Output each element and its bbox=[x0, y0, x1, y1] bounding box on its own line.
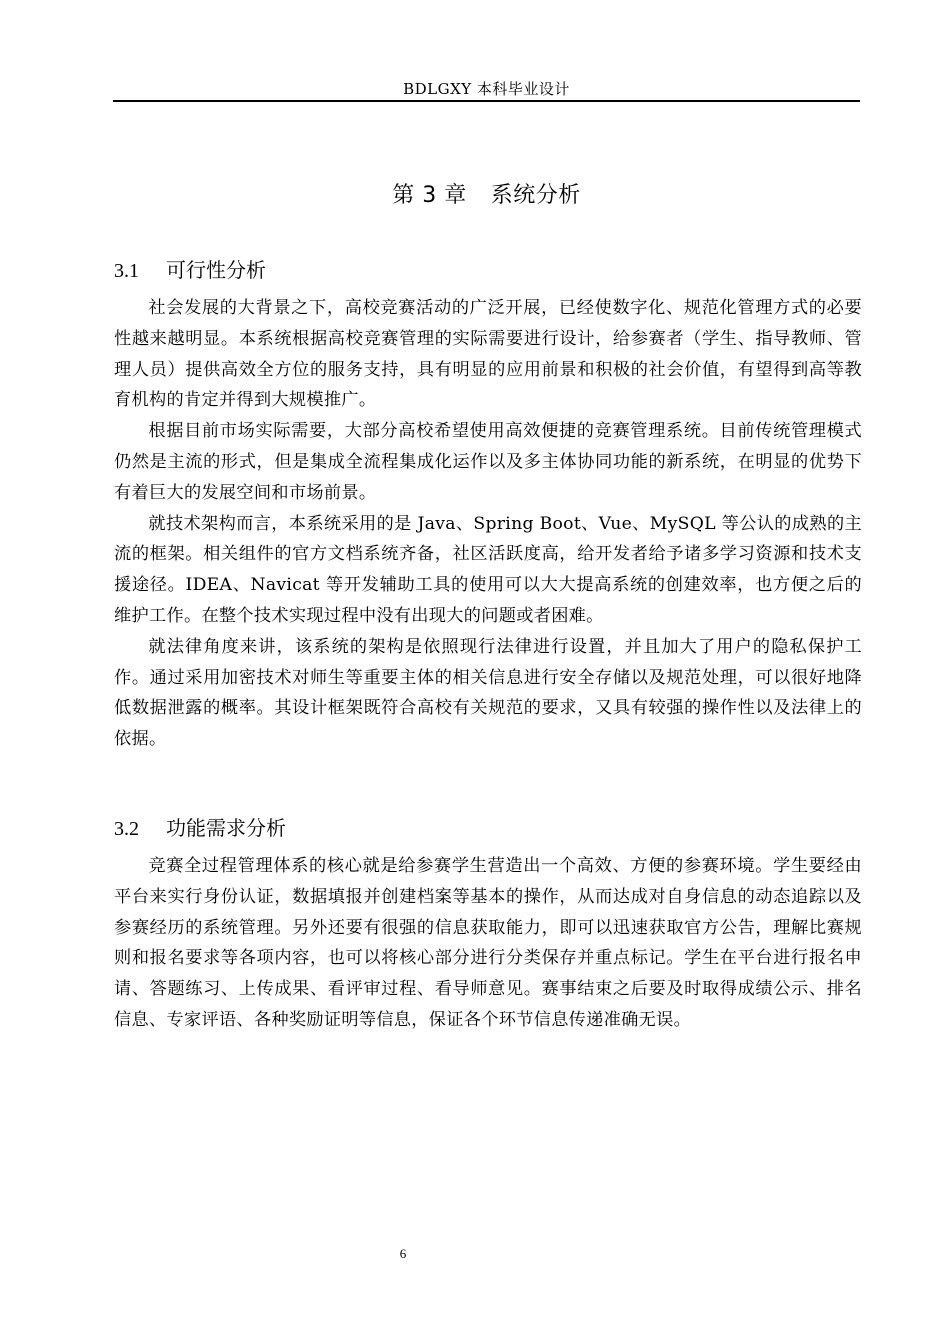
chapter-label: 第 3 章 bbox=[392, 183, 467, 208]
paragraph: 根据目前市场实际需要，大部分高校希望使用高效便捷的竞赛管理系统。目前传统管理模式仍然是主流的形式，但是集成全流程集成化运作以及多主体协同功能的新系统，在明显的优势下有着巨大的发展空间和市场前景。 bbox=[114, 421, 862, 503]
section-number: 3.1 bbox=[114, 260, 139, 282]
chapter-title bbox=[113, 178, 860, 209]
section-heading-3-1 bbox=[114, 254, 266, 283]
section-body-3-2 bbox=[114, 851, 862, 1036]
running-header: BDLGXY 本科毕业设计 bbox=[403, 80, 570, 98]
page-number: 6 bbox=[399, 1246, 407, 1261]
header-rule bbox=[113, 100, 860, 102]
paragraph: 就法律角度来讲，该系统的架构是依照现行法律进行设置，并且加大了用户的隐私保护工作。通过采用加密技术对师生等重要主体的相关信息进行安全存储以及规范处理，可以很好地降低数据泄露的概率。其设计框架既符合高校有关规范的要求，又具有较强的操作性以及法律上的依据。 bbox=[114, 636, 862, 750]
paragraph: 竞赛全过程管理体系的核心就是给参赛学生营造出一个高效、方便的参赛环境。学生要经由平台来实行身份认证，数据填报并创建档案等基本的操作，从而达成对自身信息的动态追踪以及参赛经历的系统管理。另外还要有很强的信息获取能力，即可以迅速获取官方公告，理解比赛规则和报名要求等各项内容，也可以将核心部分进行分类保存并重点标记。学生在平台进行报名申请、答题练习、上传成果、看评审过程、看导师意见。赛事结束之后要及时取得成绩公示、排名信息、专家评语、各种奖励证明等信息，保证各个环节信息传递准确无误。 bbox=[114, 856, 862, 1030]
section-title: 功能需求分析 bbox=[166, 816, 286, 840]
section-body-3-1 bbox=[114, 293, 862, 755]
section-heading-3-2 bbox=[114, 812, 286, 841]
section-title: 可行性分析 bbox=[166, 258, 266, 282]
paragraph: 就技术架构而言，本系统采用的是 Java、Spring Boot、Vue、MySQL 等公认的成熟的主流的框架。相关组件的官方文档系统齐备，社区活跃度高，给开发者给予诸多学习资源和技术支援途径。IDEA、Navicat 等开发辅助工具的使用可以大大提高系统的创建效率，也方便之后的维护工作。在整个技术实现过程中没有出现大的问题或者困难。 bbox=[114, 513, 862, 626]
section-number: 3.2 bbox=[114, 818, 139, 840]
paragraph: 社会发展的大背景之下，高校竞赛活动的广泛开展，已经使数字化、规范化管理方式的必要性越来越明显。本系统根据高校竞赛管理的实际需要进行设计，给参赛者（学生、指导教师、管理人员）提供高效全方位的服务支持，具有明显的应用前景和积极的社会价值，有望得到高等教育机构的肯定并得到大规模推广。 bbox=[114, 298, 862, 411]
chapter-name: 系统分析 bbox=[490, 183, 581, 208]
